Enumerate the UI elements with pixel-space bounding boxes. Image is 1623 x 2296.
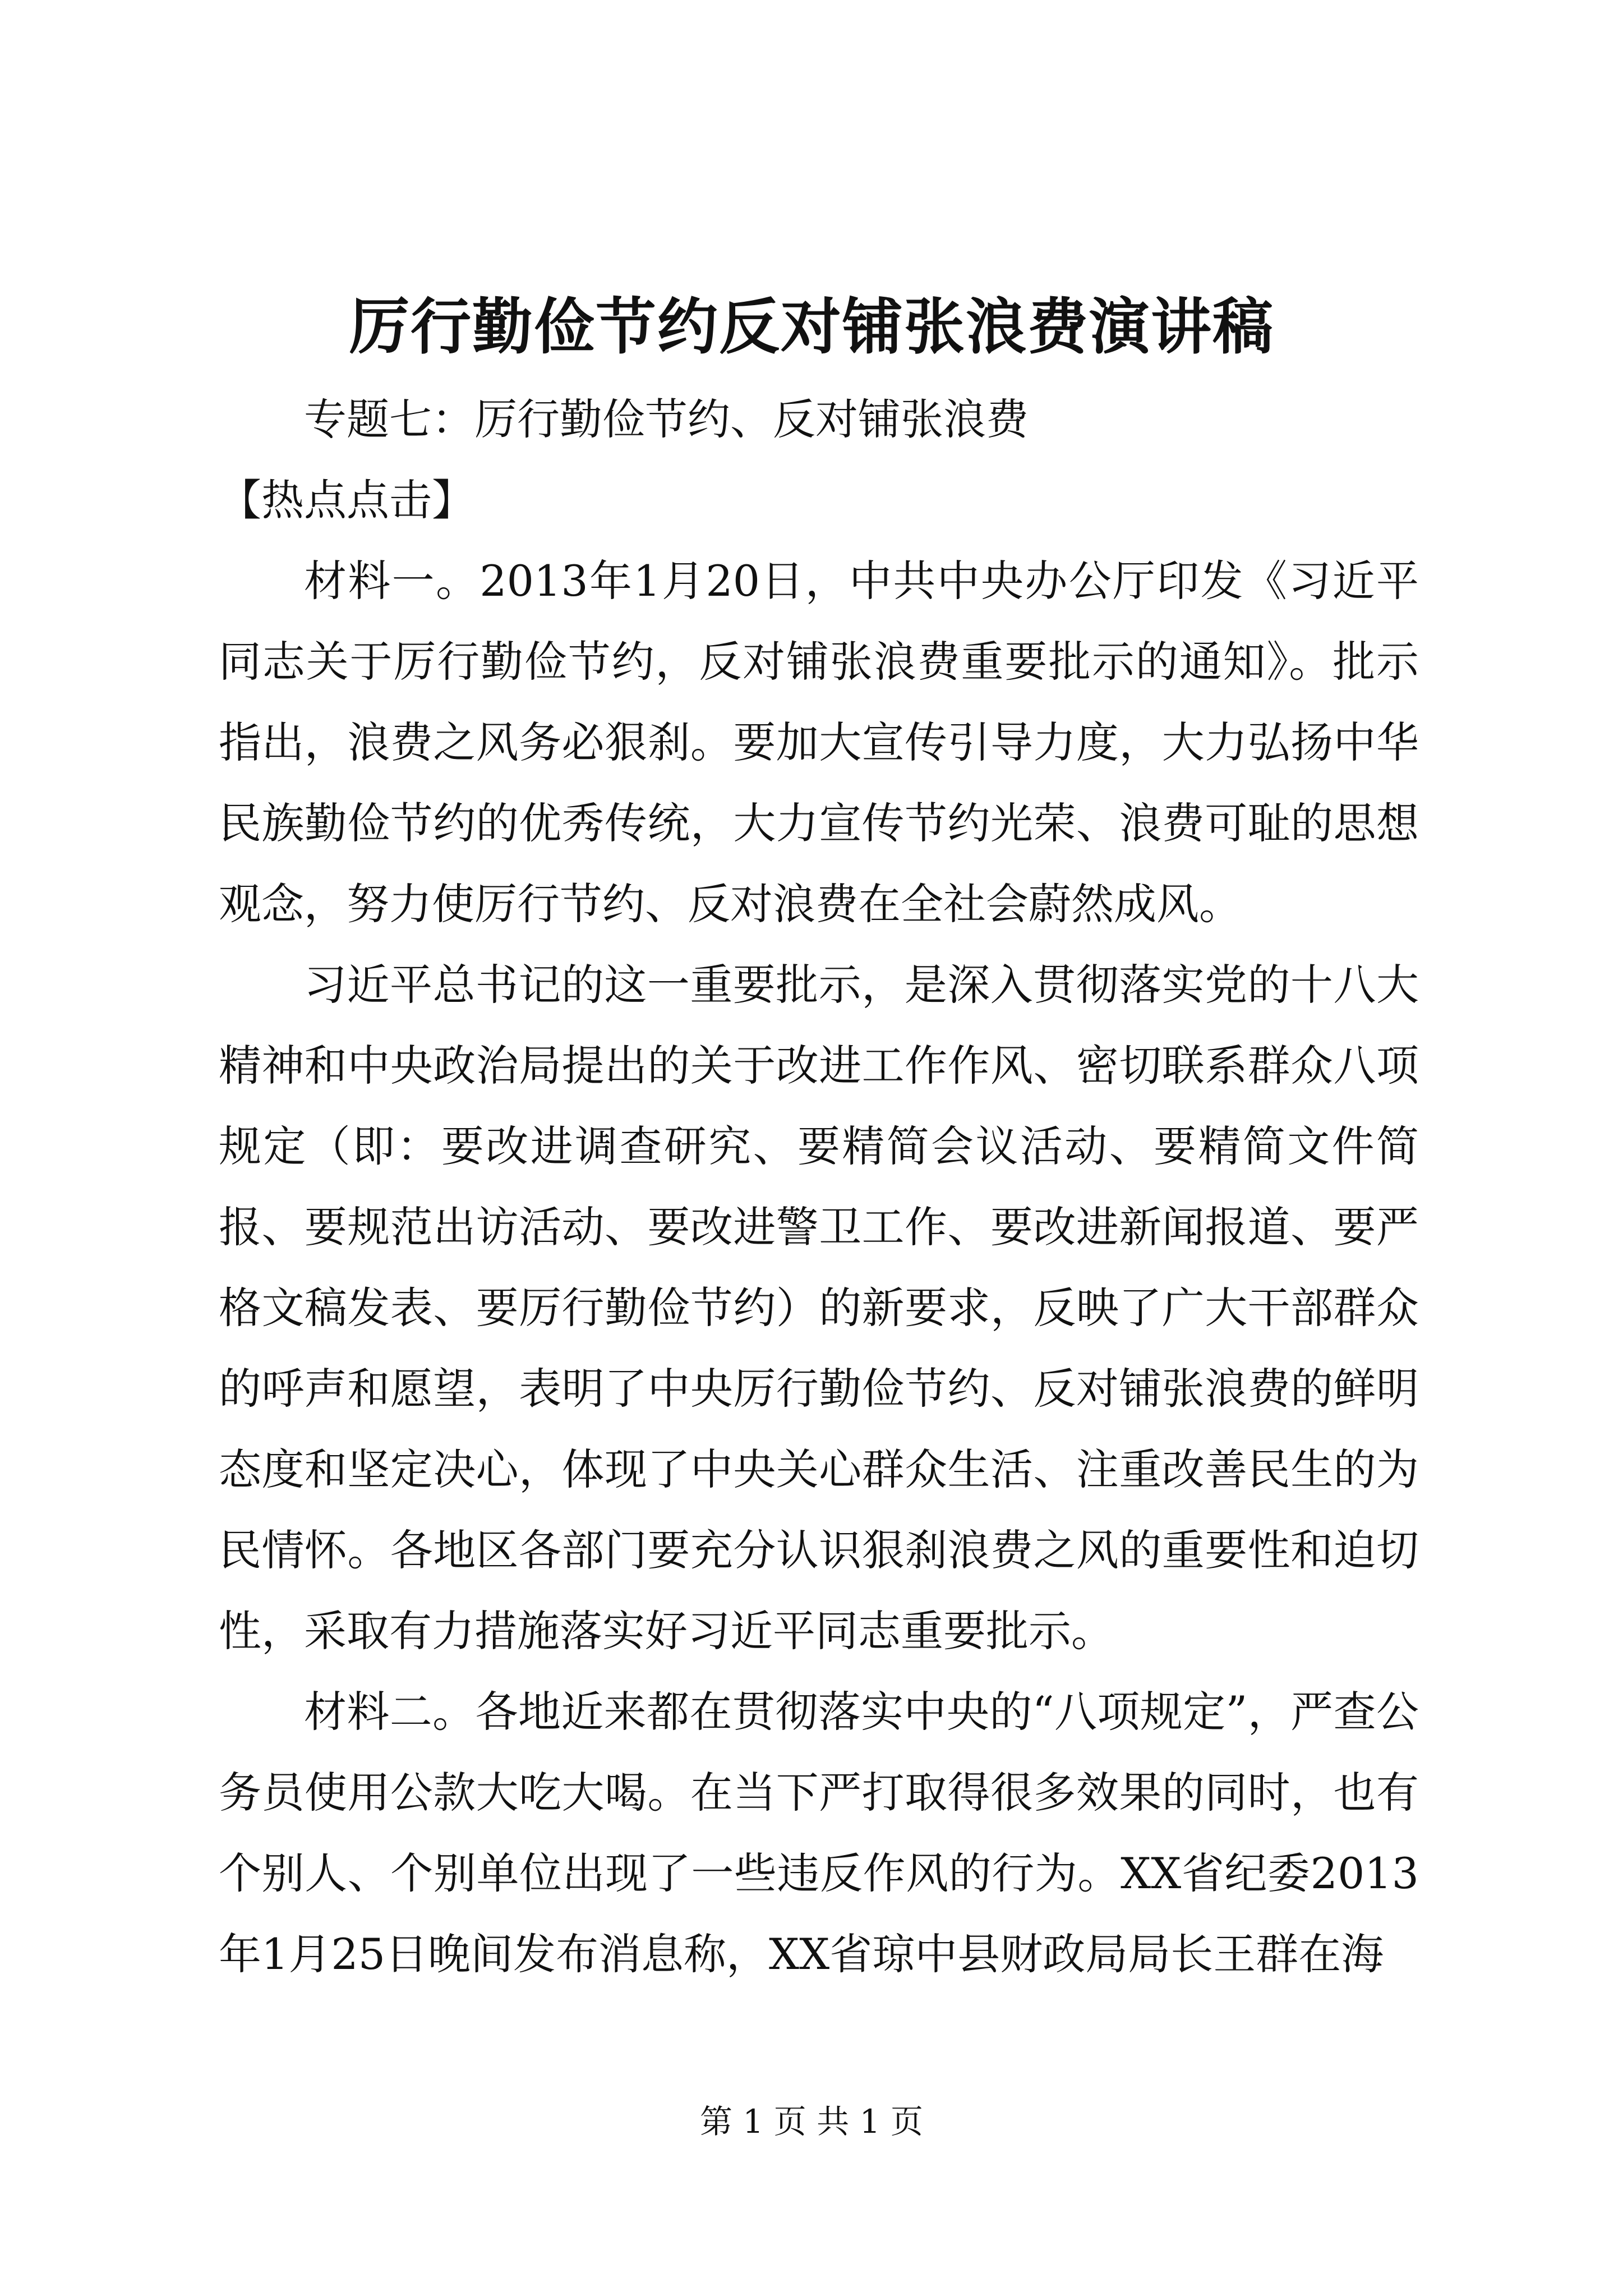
paragraph-material-two: 材料二。各地近来都在贯彻落实中央的“八项规定”，严查公务员使用公款大吃大喝。在当下严打取得很多效果的同时，也有个别人、个别单位出现了一些违反作风的行为。XX省纪委2013年1月25日晚间发布消息称，XX省琼中县财政局局长王群在海	[219, 1687, 1419, 1979]
paragraph-commentary: 习近平总书记的这一重要批示，是深入贯彻落实党的十八大精神和中央政治局提出的关于改进工作作风、密切联系群众八项规定（即：要改进调查研究、要精简会议活动、要精简文件简报、要规范出访活动、要改进警卫工作、要改进新闻报道、要严格文稿发表、要厉行勤俭节约）的新要求，反映了广大干部群众的呼声和愿望，表明了中央厉行勤俭节约、反对铺张浪费的鲜明态度和坚定决心，体现了中央关心群众生活、注重改善民生的为民情怀。各地区各部门要充分认识狠刹浪费之风的重要性和迫切性，采取有力措施落实好习近平同志重要批示。	[219, 960, 1419, 1656]
paragraph-material-one: 材料一。2013年1月20日，中共中央办公厅印发《习近平同志关于厉行勤俭节约，反对铺张浪费重要批示的通知》。批示指出，浪费之风务必狠刹。要加大宣传引导力度，大力弘扬中华民族勤俭节约的优秀传统，大力宣传节约光荣、浪费可耻的思想观念，努力使厉行节约、反对浪费在全社会蔚然成风。	[219, 556, 1419, 929]
document-body	[219, 379, 1419, 1995]
paragraph-topic: 专题七：厉行勤俭节约、反对铺张浪费	[304, 394, 1029, 444]
paragraph-hotspot-heading: 【热点点击】	[219, 475, 474, 525]
document-title: 厉行勤俭节约反对铺张浪费演讲稿	[348, 292, 1274, 362]
page-footer: 第 1 页 共 1 页	[700, 2102, 923, 2141]
